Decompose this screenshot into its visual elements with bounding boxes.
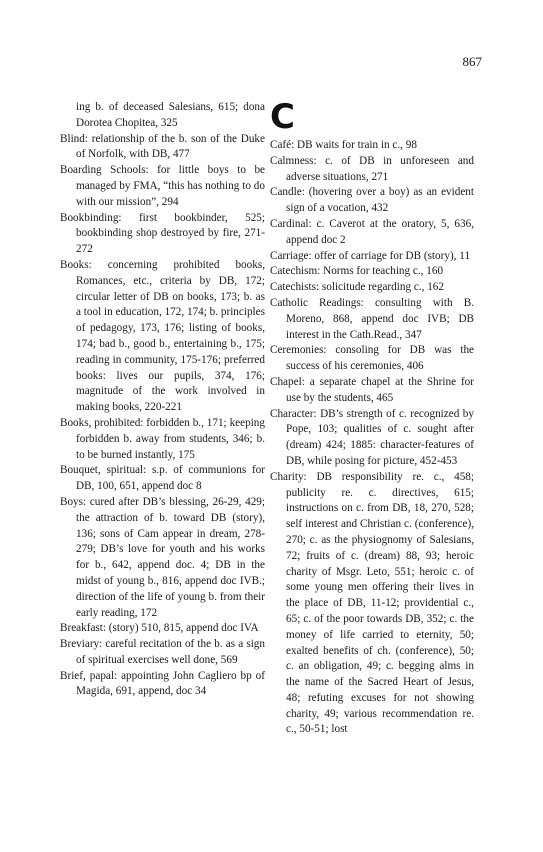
index-entry-brief-papal: Brief, papal: appointing John Cagliero bp of Magida, 691, append, doc 34 bbox=[60, 669, 265, 698]
index-column-right bbox=[270, 97, 474, 738]
index-entry-books: Books: concerning prohibited books, Romances, etc., criteria by DB, 172; circular letter of DB on books, 173; b. as a tool in education, 172, 174; b. principles of pedagogy, 173, 176; listing of books, 174; bad b., good b., entertaining b., 175; reading in community, 175-176; preferred books: lives our pupils, 374, 176; magnitude of the work involved in making books, 220-221 bbox=[60, 258, 265, 414]
index-entry-bookbinding: Bookbinding: first bookbinder, 525; bookbinding shop destroyed by fire, 271-272 bbox=[60, 211, 265, 256]
index-entry-breakfast: Breakfast: (story) 510, 815, append doc IVA bbox=[60, 622, 259, 635]
index-entry-boarding-schools: Boarding Schools: for little boys to be managed by FMA, “this has nothing to do with our mission”, 294 bbox=[60, 164, 265, 208]
index-entry-blind: Blind: relationship of the b. son of the Duke of Norfolk, with DB, 477 bbox=[60, 132, 265, 161]
page-number: 867 bbox=[462, 54, 482, 69]
section-letter-heading: C bbox=[270, 97, 295, 137]
index-entry-catholic-readings: Catholic Readings: consulting with B. Moreno, 868, append doc IVB; DB interest in the Cath.Read., 347 bbox=[270, 296, 474, 341]
index-entry-boys: Boys: cured after DB’s blessing, 26-29, 429; the attraction of b. toward DB (story), 136; sons of Cam appear in dream, 278-279; DB’s love for youth and his works for b., 642, append doc. 4; DB in the midst of young b., 816, append doc IVB.; direction of the life of young b. from their early reading, 172 bbox=[60, 495, 265, 619]
index-entry-chapel: Chapel: a separate chapel at the Shrine for use by the students, 465 bbox=[270, 375, 474, 404]
index-entry-breviary: Breviary: careful recitation of the b. as a sign of spiritual exercises well done, 569 bbox=[60, 638, 265, 666]
index-entry-character: Character: DB’s strength of c. recognized by Pope, 103; qualities of c. sought after (dream) 424; 1885: character-features of DB, while posing for picture, 452-453 bbox=[270, 407, 474, 467]
index-entry-carriage: Carriage: offer of carriage for DB (story), 11 bbox=[270, 249, 471, 262]
index-entry-catechists: Catechists: solicitude regarding c., 162 bbox=[270, 281, 444, 294]
index-entry-continuation: ing b. of deceased Salesians, 615; dona Dorotea Chopitea, 325 bbox=[76, 101, 265, 129]
index-entry-bouquet-spiritual: Bouquet, spiritual: s.p. of communions for DB, 100, 651, append doc 8 bbox=[60, 464, 265, 493]
index-entry-catechism: Catechism: Norms for teaching c., 160 bbox=[270, 265, 444, 278]
index-column-left bbox=[60, 100, 265, 700]
index-entry-calmness: Calmness: c. of DB in unforeseen and adverse situations, 271 bbox=[270, 154, 474, 183]
index-entry-cafe: Café: DB waits for train in c., 98 bbox=[270, 139, 417, 151]
index-entry-candle: Candle: (hovering over a boy) as an evident sign of a vocation, 432 bbox=[270, 186, 474, 215]
index-entry-cardinal: Cardinal: c. Caverot at the oratory, 5, 636, append doc 2 bbox=[270, 217, 474, 246]
index-entry-books-prohibited: Books, prohibited: forbidden b., 171; keeping forbidden b. away from students, 346; b. to be burned instantly, 175 bbox=[60, 416, 265, 461]
index-entry-ceremonies: Ceremonies: consoling for DB was the success of his ceremonies, 406 bbox=[270, 344, 474, 373]
index-entry-charity: Charity: DB responsibility re. c., 458; publicity re. c. directives, 615; instructions on c. from DB, 18, 270, 528; self interest and Christian c. (conference), 270; c. as the physiognomy of Salesians, 72; fruits of c. (dream) 88, 93; heroic charity of Msgr. Leto, 551; heroic c. of some young men offering their lives in the place of DB, 11-12; providential c., 65; c. of the poor towards DB, 352; c. the money of life carried to eternity, 50; exalted benefits of ch. (conference), 50; c. an obligation, 49; c. begging alms in the name of the Sacred Heart of Jesus, 48; refuting excuses for not showing charity, 49; various recommendation re. c., 50-51; lost bbox=[270, 470, 474, 736]
